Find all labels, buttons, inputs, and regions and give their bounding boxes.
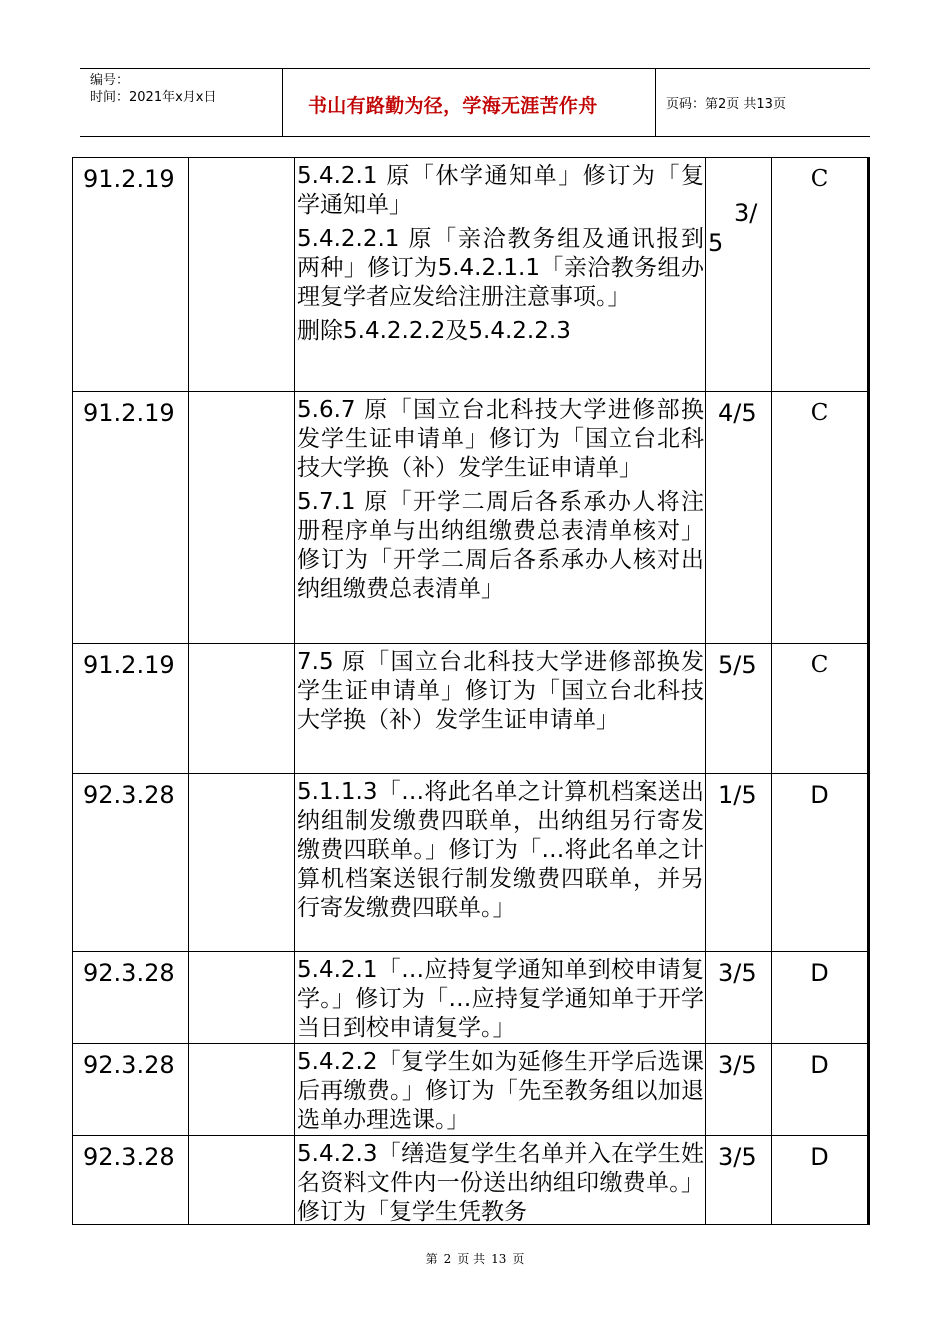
page-footer: [0, 1250, 950, 1267]
footer-page-number: 2: [443, 1252, 452, 1266]
blank-cell: [189, 952, 295, 1044]
revision-version: C: [772, 158, 869, 392]
revision-description: [295, 774, 706, 952]
revision-page-part: 3/: [734, 199, 758, 227]
description-paragraph: 5.4.2.3「缮造复学生名单并入在学生姓名资料文件内一份送出纳组印缴费单。」修订为「复学生凭教务: [297, 1141, 704, 1223]
description-paragraph: 7.5 原「国立台北科技大学进修部换发学生证申请单」修订为「国立台北科技大学换（补）发学生证申请单」: [297, 649, 704, 733]
footer-suffix: 页: [512, 1252, 525, 1266]
revision-version: D: [772, 1044, 869, 1136]
table-row: [73, 392, 869, 644]
revision-page: 4/5: [706, 392, 772, 644]
revision-page: 1/5: [706, 774, 772, 952]
revision-description: [295, 392, 706, 644]
revision-description: [295, 1044, 706, 1136]
revision-version: D: [772, 1136, 869, 1225]
revision-description: [295, 952, 706, 1044]
description-paragraph: 5.4.2.1 原「休学通知单」修订为「复学通知单」: [297, 163, 704, 218]
header-page-info: 页码：第2页 共13页: [666, 97, 786, 112]
revision-date: 91.2.19: [73, 644, 189, 774]
revision-description: [295, 158, 706, 392]
description-paragraph: 5.6.7 原「国立台北科技大学进修部换发学生证申请单」修订为「国立台北科技大学换（补）发学生证申请单」: [297, 397, 704, 481]
blank-cell: [189, 158, 295, 392]
revision-date: 92.3.28: [73, 952, 189, 1044]
description-paragraph: 删除5.4.2.2.2及5.4.2.2.3: [297, 318, 571, 344]
table-row: [73, 644, 869, 774]
footer-mid: 页 共: [457, 1252, 486, 1266]
table-row: [73, 1136, 869, 1225]
table-row: [73, 952, 869, 1044]
table-row: [73, 774, 869, 952]
blank-cell: [189, 1044, 295, 1136]
revision-date: 92.3.28: [73, 774, 189, 952]
revision-version: C: [772, 644, 869, 774]
description-paragraph: 5.1.1.3「…将此名单之计算机档案送出纳组制发缴费四联单，出纳组另行寄发缴费四联单。」修订为「…将此名单之计算机档案送银行制发缴费四联单，并另行寄发缴费四联单。」: [297, 779, 704, 921]
header-motto: 书山有路勤为径，学海无涯苦作舟: [308, 95, 598, 117]
description-paragraph: 5.7.1 原「开学二周后各系承办人将注册程序单与出纳组缴费总表清单核对」修订为「开学二周后各系承办人核对出纳组缴费总表清单」: [297, 489, 704, 602]
revision-page: 3/5: [706, 1044, 772, 1136]
revision-page: 3/5: [706, 1136, 772, 1225]
header-number-label: 编号：: [90, 73, 130, 88]
description-paragraph: 5.4.2.1「…应持复学通知单到校申请复学。」修订为「…应持复学通知单于开学当日到校申请复学。」: [297, 957, 704, 1041]
revision-description: [295, 644, 706, 774]
revision-description: [295, 1136, 706, 1225]
page-header: [80, 68, 870, 137]
blank-cell: [189, 644, 295, 774]
blank-cell: [189, 392, 295, 644]
revision-page: 3/5: [706, 952, 772, 1044]
blank-cell: [189, 774, 295, 952]
blank-cell: [189, 1136, 295, 1225]
revision-page-part: 5: [708, 229, 724, 257]
footer-total-pages: 13: [491, 1252, 507, 1266]
revision-date: 91.2.19: [73, 392, 189, 644]
footer-prefix: 第: [425, 1252, 438, 1266]
revision-page: [706, 158, 772, 392]
header-time-label: 时间：2021年x月x日: [90, 90, 217, 105]
revision-date: 91.2.19: [73, 158, 189, 392]
revision-page: 5/5: [706, 644, 772, 774]
header-meta: [80, 69, 283, 136]
revision-date: 92.3.28: [73, 1044, 189, 1136]
description-paragraph: 5.4.2.2.1 原「亲洽教务组及通讯报到两种」修订为5.4.2.1.1「亲洽教务组办理复学者应发给注册注意事项。」: [297, 226, 704, 310]
description-paragraph: 5.4.2.2「复学生如为延修生开学后选课后再缴费。」修订为「先至教务组以加退选单办理选课。」: [297, 1049, 704, 1133]
revision-date: 92.3.28: [73, 1136, 189, 1225]
revision-version: C: [772, 392, 869, 644]
table-row: [73, 158, 869, 392]
revision-version: D: [772, 952, 869, 1044]
header-motto-cell: [283, 69, 656, 136]
revision-version: D: [772, 774, 869, 952]
table-row: [73, 1044, 869, 1136]
revision-table: [72, 157, 870, 1225]
